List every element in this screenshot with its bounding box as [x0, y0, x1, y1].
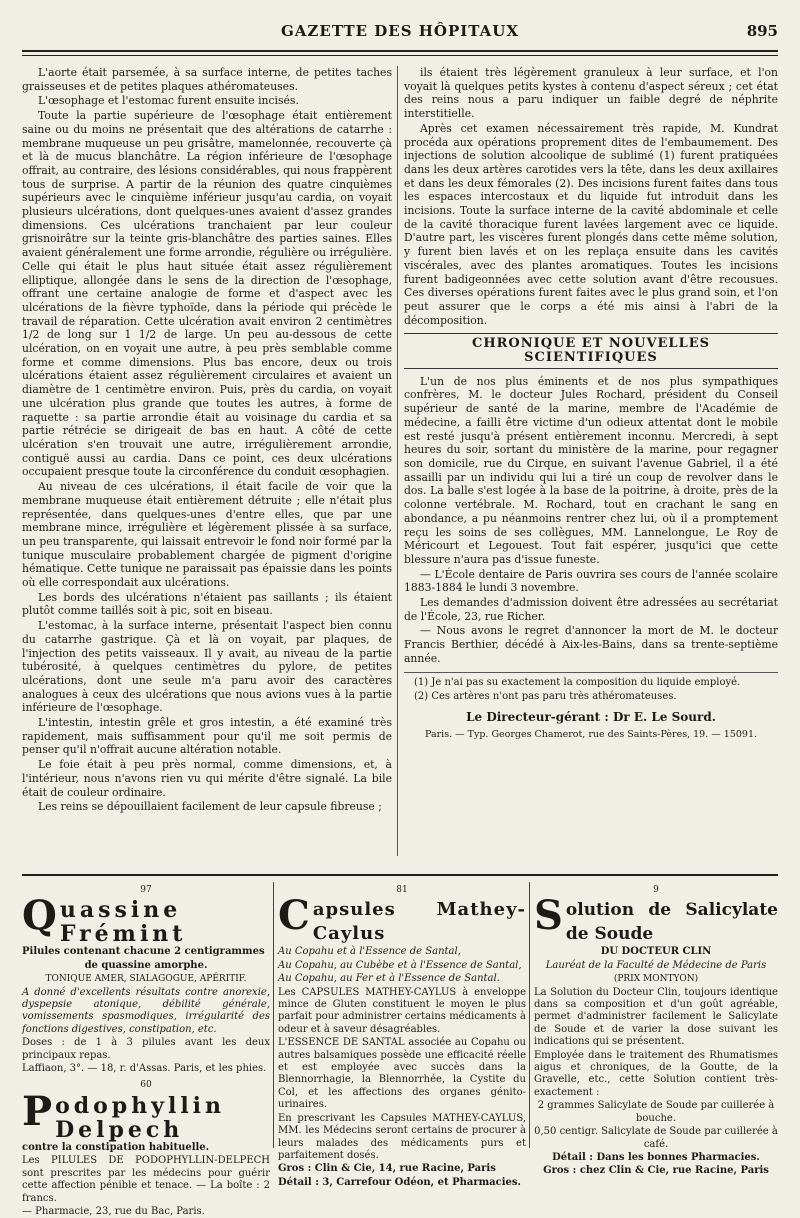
printer-line: Paris. — Typ. Georges Chamerot, rue des Saints-Pères, 19. — 15091.: [424, 729, 758, 741]
ad-title: olution de Salicylate de Soude: [565, 900, 778, 945]
ad-line: Employée dans le traitement des Rhumatismes aigus et chroniques, de la Goutte, de la Gravelle, etc., cette Solution contient très-exactement :: [534, 1049, 778, 1098]
ad-number: 97: [140, 885, 152, 895]
footnote: (1) Je n'ai pas su exactement la composition du liquide employé.: [414, 676, 741, 688]
left-column: [22, 66, 392, 815]
ad-line: Gros : chez Clin & Cie, rue Racine, Paris: [543, 1165, 769, 1177]
ad-divider: [529, 882, 530, 1148]
ad-line: Doses : de 1 à 3 pilules avant les deux principaux repas.: [22, 1037, 270, 1061]
ad-line: Détail : 3, Carrefour Odéon, et Pharmacies.: [278, 1176, 522, 1188]
ad-divider: [273, 882, 274, 1148]
ad-line: En prescrivant les Capsules MATHEY-CAYLUS, MM. les Médecins seront certains de procurer à leurs malades des médicaments purs et parfaitement dosés.: [278, 1112, 526, 1161]
ad-line: La Solution du Docteur Clin, toujours identique dans sa composition et d'un goût agréable, permet d'administrer facilement le Salicylate de Soude et de varier la dose suivant les indications qui se présentent.: [534, 986, 778, 1048]
header-rule-thin: [22, 55, 778, 56]
page-header: [22, 22, 778, 44]
ad-line: Au Copahu, au Fer et à l'Essence de Santal.: [278, 973, 500, 985]
ad-line: contre la constipation habituelle.: [22, 1141, 210, 1153]
dropcap: C: [278, 892, 310, 940]
ad-line: 0,50 centigr. Salicylate de Soude par cuillerée à café.: [534, 1126, 778, 1150]
ad-title: uassine Frémint: [59, 897, 187, 948]
paragraph: L'estomac, à la surface interne, présentait l'aspect bien connu du catarrhe gastrique. Çà et là on voyait, par plaques, de l'injection des petits vaisseaux. Il y avait, au niveau de la partie tubérosité, à quelques centimètres du pylore, de petites ulcérations, dont une seule m'a paru avoir des caractères analogues à ceux des ulcérations que nous avions vues à la partie inférieure de l'œsophage.: [22, 619, 392, 715]
ad-line: Les PILULES DE PODOPHYLLIN-DELPECH sont prescrites par les médecins pour guérir cette affection pénible et tenace. — La boîte : 2 francs.: [22, 1155, 270, 1204]
ad-title: odophyllin Delpech: [55, 1092, 226, 1143]
news-item: — L'École dentaire de Paris ouvrira ses cours de l'année scolaire 1883-1884 le lundi 3 novembre.: [404, 567, 778, 595]
signature: Le Directeur-gérant : Dr E. Le Sourd.: [466, 709, 716, 724]
ad-line: Détail : Dans les bonnes Pharmacies.: [552, 1151, 760, 1163]
footnote: (2) Ces artères n'ont pas paru très athéromateuses.: [414, 690, 677, 702]
news-item: — Nous avons le regret d'annoncer la mort de M. le docteur Francis Berthier, décédé à Aix-les-Bains, dans sa trente-septième année.: [404, 624, 778, 665]
right-column: [404, 66, 778, 742]
ad-line: L'ESSENCE DE SANTAL associée au Copahu ou autres balsamiques possède une efficacité réelle et est employée avec succès dans la Blennorrhagie, la Blennorrhée, la Cystite du Col, et les affections des organes génito-urinaires.: [278, 1037, 526, 1111]
ad-line: Pilules contenant chacune 2 centigrammes: [22, 946, 265, 958]
paragraph: L'aorte était parsemée, à sa surface interne, de petites taches graisseuses et de petites plaques athéromateuses.: [22, 66, 392, 93]
footnotes: [404, 672, 778, 703]
dropcap: P: [22, 1087, 53, 1135]
header-rule: [22, 50, 778, 52]
paragraph: Les reins se dépouillaient facilement de leur capsule fibreuse ;: [38, 800, 382, 814]
ad-number: 81: [396, 885, 408, 895]
news-item: L'un de nos plus éminents et de nos plus sympathiques confrères, M. le docteur Jules Rochard, président du Conseil supérieur de santé de la marine, membre de l'Académie de médecine, a failli être victime d'un odieux attentat dont le mobile est resté jusqu'à présent entièrement inconnu. Mercredi, à sept heures du soir, sortant du ministère de la marine, pour regagner son domicile, rue du Cirque, en suivant l'avenue Gabriel, il a été assailli par un individu qui lui a tiré un coup de revolver dans le dos. La balle s'est logée à la base de la poitrine, à droite, près de la colonne vertébrale. M. Rochard, tout en crachant le sang en abondance, a pu néanmoins rentrer chez lui, où il a promptement reçu les soins de ses collègues, MM. Lannelongue, Le Roy de Méricourt et Legouest. Tout fait espérer, jusqu'ici que cette blessure n'aura pas d'issue funeste.: [404, 374, 778, 566]
dropcap: Q: [22, 892, 57, 940]
ad-salicylate: [534, 884, 778, 1177]
section-title: CHRONIQUE ET NOUVELLES SCIENTIFIQUES: [404, 333, 778, 368]
ad-line: — Pharmacie, 23, rue du Bac, Paris.: [22, 1205, 205, 1217]
paragraph: L'œsophage et l'estomac furent ensuite incisés.: [38, 94, 299, 108]
paragraph: ils étaient très légèrement granuleux à leur surface, et l'on voyait là quelques petits kystes à contenu d'aspect séreux ; cet état des reins nous a paru indiquer un faible degré de néphrite interstitielle.: [404, 66, 778, 121]
paragraph: Au niveau de ces ulcérations, il était facile de voir que la membrane muqueuse était entièrement détruite ; elle n'était plus représentée, dans quelques-unes d'entre elles, que par une membrane mince, irrégulière et légèrement plissée à sa surface, un peu transparente, qui laissait entrevoir le fond noir formé par la tunique musculaire probablement chargée de pigment d'origine hématique. Cette tunique ne paraissait pas épaissie dans les points où elle correspondait aux ulcérations.: [22, 480, 392, 590]
ad-line: Au Copahu, au Cubèbe et à l'Essence de Santal,: [278, 959, 522, 971]
ad-number: 60: [140, 1080, 152, 1091]
ad-line: TONIQUE AMER, SIALAGOGUE, APÉRITIF.: [45, 974, 247, 985]
journal-title: GAZETTE DES HÔPITAUX: [280, 22, 519, 40]
ad-line: (PRIX MONTYON): [613, 974, 699, 985]
paragraph: Toute la partie supérieure de l'œsophage était entièrement saine ou du moins ne présentait que des altérations de catarrhe : membrane muqueuse un peu grisâtre, mamelonnée, recouverte çà et là de mucus blanchâtre. La région inférieure de l'œsophage offrait, au contraire, des lésions considérables, qui nous frappèrent tous de surprise. A partir de la réunion des quatre cinquièmes supérieurs avec le cinquième inférieur jusqu'au cardia, on voyait plusieurs ulcérations, dont quelques-unes avaient d'assez grandes dimensions. Ces ulcérations tranchaient par leur couleur grisnoirâtre sur la teinte gris-blanchâtre des parties saines. Elles avaient généralement une forme arrondie, régulière ou irrégulière. Celle qui était le plus haut située était assez régulièrement elliptique, allongée dans le sens de la direction de l'œsophage, offrant une certaine analogie de forme et d'aspect avec les ulcérations de la fièvre typhoïde, dans la période qui précède le travail de réparation. Cette ulcération avait environ 2 centimètres 1/2 de long sur 1 1/2 de large. Un peu au-dessous de cette ulcération, on en voyait une autre, à peu près semblable comme forme et comme dimensions. Plus bas encore, deux ou trois ulcérations étaient assez régulièrement circulaires et avaient un diamètre de 1 centimètre environ. Puis, près du cardia, on voyait une ulcération plus grande que toutes les autres, à forme de raquette : sa partie arrondie était au voisinage du cardia et sa partie rétrécie se dirigeait de bas en haut. A côté de cette ulcération s'en trouvait une autre, irrégulièrement arrondie, contiguë aussi au cardia. Dans ce point, ces deux ulcérations occupaient presque toute la circonférence du conduit œsophagien.: [22, 109, 392, 479]
paragraph: Les bords des ulcérations n'étaient pas saillants ; ils étaient plutôt comme taillés soit à pic, soit en biseau.: [22, 590, 392, 618]
ad-line: Lauréat de la Faculté de Médecine de Paris: [545, 959, 767, 971]
ad-line: Gros : Clin & Cie, 14, rue Racine, Paris: [278, 1163, 496, 1175]
advertisements: [22, 874, 778, 1217]
ad-number: 9: [653, 885, 659, 895]
paragraph: Le foie était à peu près normal, comme dimensions, et, à l'intérieur, nous n'avons rien vu qui mérite d'être signalé. La bile était de couleur ordinaire.: [22, 758, 392, 799]
dropcap: S: [534, 892, 563, 940]
ad-line: Les CAPSULES MATHEY-CAYLUS à enveloppe mince de Gluten constituent le moyen le plus parfait pour administrer certains médicaments à odeur et à saveur désagréables.: [278, 986, 526, 1035]
ad-line: 2 grammes Salicylate de Soude par cuillerée à bouche.: [537, 1100, 775, 1124]
news-item: Les demandes d'admission doivent être adressées au secrétariat de l'École, 23, rue Richer.: [404, 596, 778, 623]
ad-line: de quassine amorphe.: [84, 959, 208, 971]
page-number: 895: [746, 22, 778, 40]
ad-line: Au Copahu et à l'Essence de Santal,: [278, 946, 461, 958]
ad-line: A donné d'excellents résultats contre anorexie, dyspepsie atonique, débilité générale, vomissements spasmodiques, irrégularité des fonctions digestives, constipation, etc.: [22, 986, 270, 1035]
paragraph: L'intestin, intestin grêle et gros intestin, a été examiné très rapidement, mais suffisamment pour qu'il me soit permis de penser qu'il n'offrait aucune altération notable.: [22, 716, 392, 757]
column-divider: [397, 66, 398, 856]
ad-line: Laffiaon, 3°. — 18, r. d'Assas. Paris, et les phies.: [22, 1063, 267, 1075]
ad-title: apsules Mathey-Caylus: [312, 899, 526, 945]
ad-capsules: [278, 884, 526, 1188]
ad-quassine: [22, 884, 270, 1217]
ad-line: DU DOCTEUR CLIN: [600, 946, 712, 958]
paragraph: Après cet examen nécessairement très rapide, M. Kundrat procéda aux opérations proprement dites de l'embaumement. Des injections de solution alcoolique de sublimé (1) furent pratiquées dans les deux artères carotides vers la tête, dans les deux axillaires et dans les deux fémorales (2). Des incisions furent faites dans tous les espaces intercostaux et du liquide fut introduit dans les incisions. Toute la surface interne de la cavité abdominale et celle de la cavité thoracique furent lavées largement avec ce liquide. D'autre part, les viscères furent plongés dans cette même solution, y furent bien lavés et on les replaça ensuite dans les cavités viscérales, avec des plantes aromatiques. Toutes les incisions furent badigeonnées avec cette solution avant d'être recousues. Ces diverses opérations furent faites avec le plus grand soin, et l'on peut assurer que le corps a été mis ainsi à l'abri de la décomposition.: [404, 121, 778, 327]
